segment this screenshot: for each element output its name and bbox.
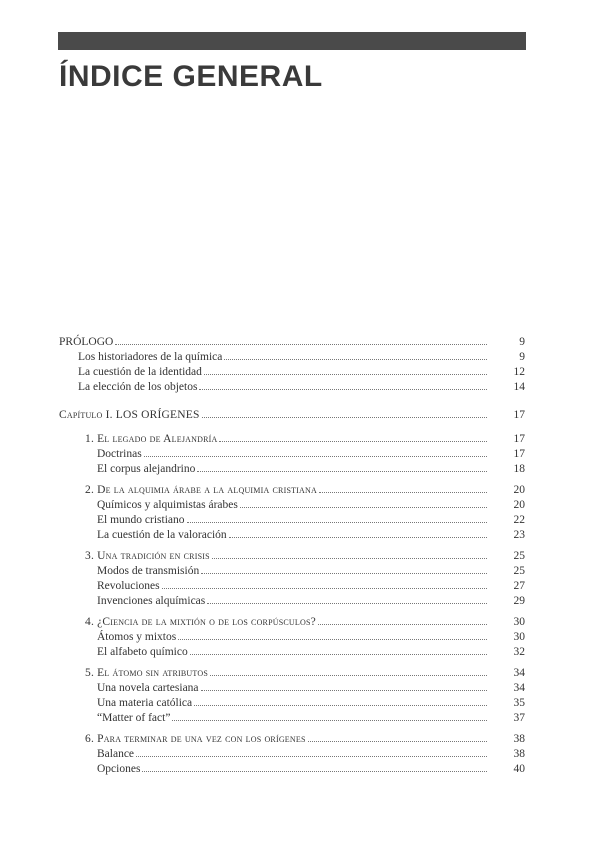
toc-entry-page: 12 (513, 366, 525, 378)
dot-leader (144, 446, 487, 457)
toc-section (85, 482, 525, 496)
toc-entry (97, 446, 525, 460)
toc-entry-text: El alfabeto químico (97, 646, 188, 658)
dot-leader (201, 563, 487, 574)
toc-entry (97, 512, 525, 526)
toc-entry-page: 23 (513, 529, 525, 541)
toc-entry-text: 5. El átomo sin atributos (85, 667, 208, 679)
toc-entry (78, 364, 525, 378)
toc-section (85, 614, 525, 628)
toc-entry-page: 14 (513, 381, 525, 393)
toc-entry-text: La elección de los objetos (78, 381, 198, 393)
toc-entry-text: Balance (97, 748, 135, 760)
toc-entry-text: Opciones (97, 763, 141, 775)
toc-entry-text: Una novela cartesiana (97, 682, 199, 694)
page-title: ÍNDICE GENERAL (59, 60, 323, 93)
toc-entry (97, 695, 525, 709)
toc-entry-text: 4. ¿Ciencia de la mixtión o de los corpúsculos? (85, 616, 316, 628)
dot-leader (319, 482, 487, 493)
toc-entry (97, 680, 525, 694)
dot-leader (178, 629, 487, 640)
dot-leader (136, 746, 487, 757)
toc-entry-page: 30 (513, 631, 525, 643)
toc-entry-text: Capítulo I. LOS ORÍGENES (59, 409, 200, 421)
toc-entry-page: 27 (513, 580, 525, 592)
dot-leader (199, 379, 487, 390)
toc-entry (59, 334, 525, 348)
dot-leader (194, 695, 487, 706)
toc-entry (97, 761, 525, 775)
toc-section (85, 548, 525, 562)
toc-entry-text: 6. Para terminar de una vez con los orígenes (85, 733, 306, 745)
toc-entry-text: Átomos y mixtos (97, 631, 177, 643)
toc-entry-text: Una materia católica (97, 697, 193, 709)
toc-entry-text: 3. Una tradición en crisis (85, 550, 210, 562)
toc-entry (97, 629, 525, 643)
toc-section (85, 665, 525, 679)
dot-leader (142, 761, 487, 772)
toc-entry-page: 32 (513, 646, 525, 658)
toc-entry-text: Químicos y alquimistas árabes (97, 499, 238, 511)
toc-entry (78, 379, 525, 393)
toc-entry-page: 34 (513, 667, 525, 679)
toc-entry-text: PRÓLOGO (59, 336, 114, 348)
toc-entry-page: 9 (519, 351, 525, 363)
toc-entry (97, 527, 525, 541)
toc-entry-page: 25 (513, 550, 525, 562)
toc-entry-page: 9 (519, 336, 525, 348)
toc-entry (97, 461, 525, 475)
toc-entry-page: 20 (513, 499, 525, 511)
toc-entry (97, 563, 525, 577)
dot-leader (204, 364, 487, 375)
toc-entry-text: Invenciones alquímicas (97, 595, 206, 607)
toc-section (85, 431, 525, 445)
dot-leader (162, 578, 487, 589)
dot-leader (212, 548, 487, 559)
dot-leader (308, 731, 487, 742)
toc-entry-page: 38 (513, 748, 525, 760)
toc-entry-page: 34 (513, 682, 525, 694)
dot-leader (207, 593, 487, 604)
dot-leader (210, 665, 487, 676)
toc-entry-page: 17 (513, 409, 525, 421)
toc-entry-text: 2. De la alquimia árabe a la alquimia cristiana (85, 484, 317, 496)
toc-entry (97, 644, 525, 658)
toc-entry (97, 578, 525, 592)
toc-entry-page: 20 (513, 484, 525, 496)
toc-entry-page: 40 (513, 763, 525, 775)
toc-entry-page: 17 (513, 433, 525, 445)
toc-entry-page: 18 (513, 463, 525, 475)
toc-entry (97, 593, 525, 607)
toc-entry (97, 497, 525, 511)
toc-entry (78, 349, 525, 363)
toc-entry-text: La cuestión de la valoración (97, 529, 227, 541)
dot-leader (224, 349, 487, 360)
dot-leader (318, 614, 487, 625)
dot-leader (201, 680, 487, 691)
toc-entry-text: Doctrinas (97, 448, 142, 460)
toc-entry-text: “Matter of fact” (97, 712, 171, 724)
toc-entry-text: Revoluciones (97, 580, 160, 592)
toc-entry-text: La cuestión de la identidad (78, 366, 202, 378)
toc-entry-text: Los historiadores de la química (78, 351, 223, 363)
dot-leader (190, 644, 487, 655)
dot-leader (197, 461, 487, 472)
toc-entry-text: El corpus alejandrino (97, 463, 196, 475)
toc-entry-text: El mundo cristiano (97, 514, 185, 526)
toc-entry-page: 30 (513, 616, 525, 628)
toc-entry-text: 1. El legado de Alejandría (85, 433, 218, 445)
toc-entry-page: 35 (513, 697, 525, 709)
dot-leader (115, 334, 487, 345)
dot-leader (202, 407, 487, 418)
dot-leader (219, 431, 487, 442)
toc-entry-page: 29 (513, 595, 525, 607)
toc-entry-page: 25 (513, 565, 525, 577)
toc-chapter (59, 407, 525, 421)
toc-entry-page: 22 (513, 514, 525, 526)
toc-entry (97, 710, 525, 724)
dot-leader (240, 497, 487, 508)
dot-leader (229, 527, 487, 538)
dot-leader (172, 710, 487, 721)
toc-entry (97, 746, 525, 760)
toc-entry-text: Modos de transmisión (97, 565, 200, 577)
toc-section (85, 731, 525, 745)
toc-entry-page: 17 (513, 448, 525, 460)
toc-entry-page: 38 (513, 733, 525, 745)
dot-leader (187, 512, 487, 523)
toc-entry-page: 37 (513, 712, 525, 724)
